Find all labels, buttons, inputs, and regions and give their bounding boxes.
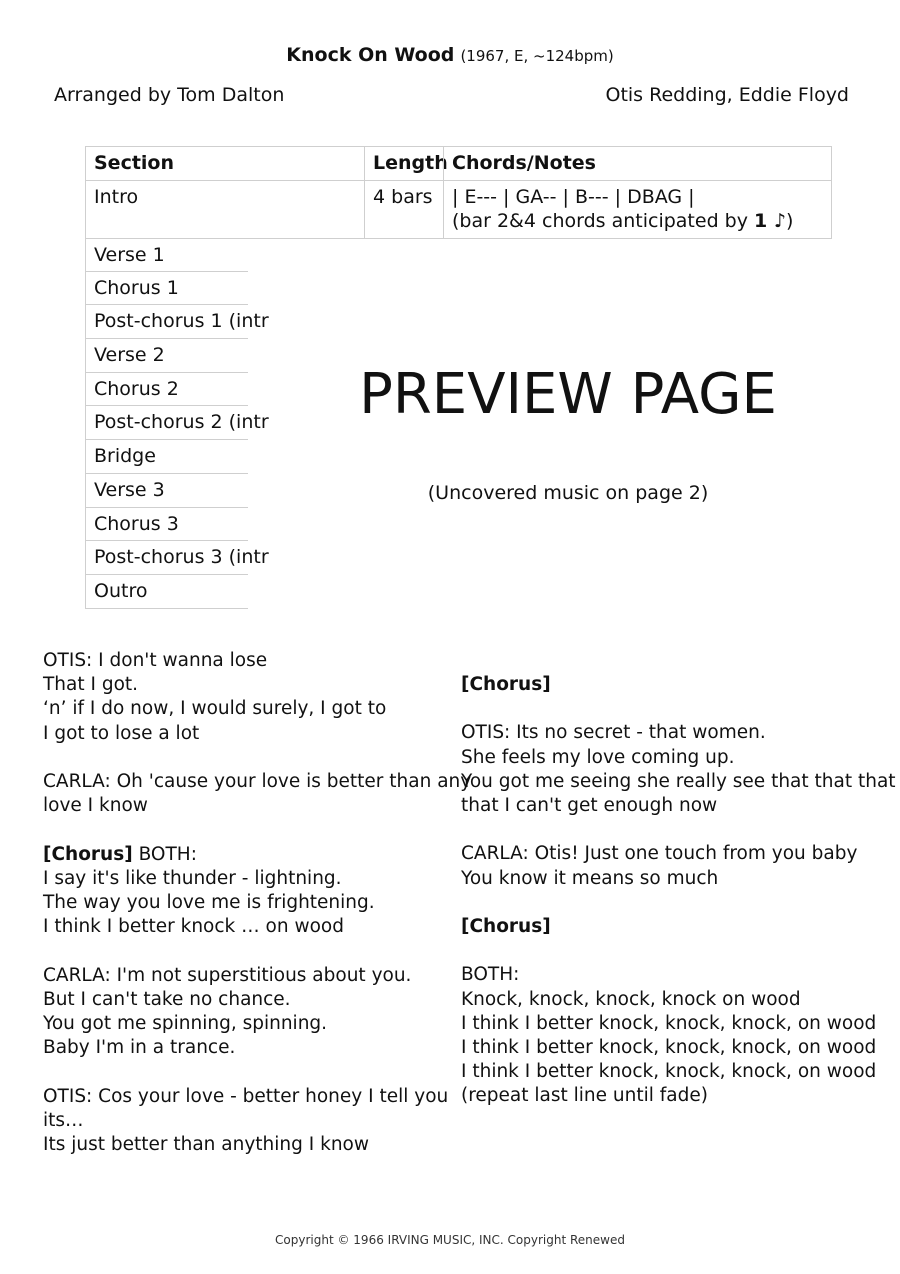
section-row: Chorus 1: [85, 272, 248, 306]
copyright-footer: Copyright © 1966 IRVING MUSIC, INC. Copyright Renewed: [275, 1233, 625, 1247]
intro-chords-line1: | E--- | GA-- | B--- | DBAG |: [452, 186, 695, 208]
column-header-length: Length: [364, 146, 444, 181]
intro-chords-cell: [443, 180, 832, 239]
lyric-line: [461, 915, 881, 939]
lyric-line: love I know: [43, 795, 148, 817]
intro-note-suffix: ): [785, 210, 794, 232]
section-row: Post-chorus 1 (intr: [85, 305, 248, 339]
intro-chords-line2: [452, 209, 823, 233]
section-row: Post-chorus 2 (intr: [85, 406, 248, 440]
intro-note-prefix: (bar 2&4 chords anticipated by: [452, 210, 755, 232]
intro-note-value: 1 ♪: [754, 210, 786, 232]
song-meta: (1967, E, ~124bpm): [460, 47, 614, 65]
lyric-line: OTIS: I don't wanna lose: [43, 650, 268, 671]
section-row: Bridge: [85, 440, 248, 474]
lyric-line: I think I better knock, knock, knock, on wood: [461, 1012, 877, 1034]
lyric-line: BOTH:: [461, 964, 520, 986]
column-header-chords: Chords/Notes: [443, 146, 832, 181]
lyric-line: I got to lose a lot: [43, 722, 200, 744]
intro-length-cell: 4 bars: [364, 180, 444, 239]
lyric-line: [43, 843, 448, 867]
song-title: Knock On Wood: [286, 44, 455, 66]
lyric-text: BOTH:: [132, 843, 197, 865]
lyric-line: The way you love me is frightening.: [43, 892, 375, 913]
lyric-line: You got me spinning, spinning.: [43, 1013, 328, 1034]
lyric-line: ‘n’ if I do now, I would surely, I got to: [43, 698, 387, 720]
section-row: Post-chorus 3 (intr: [85, 541, 248, 575]
chorus-marker: [Chorus]: [461, 674, 551, 695]
lyric-line: I think I better knock, knock, knock, on wood: [461, 1036, 877, 1058]
intro-section-cell: Intro: [85, 180, 365, 239]
lyric-line: Its just better than anything I know: [43, 1134, 369, 1155]
lyric-line: I say it's like thunder - lightning.: [43, 867, 342, 889]
section-row: Verse 1: [85, 238, 248, 272]
song-title-line: [0, 44, 900, 66]
preview-note: (Uncovered music on page 2): [427, 482, 709, 504]
section-row: Verse 3: [85, 474, 248, 508]
section-row: Verse 2: [85, 339, 248, 373]
lyric-line: CARLA: Oh 'cause your love is better than any: [43, 771, 472, 792]
section-row: Outro: [85, 575, 248, 609]
chorus-marker: [Chorus]: [43, 843, 133, 865]
lyric-line: (repeat last line until fade): [461, 1085, 708, 1107]
lyrics-right-column: [461, 673, 896, 1109]
lyric-line: You got me seeing she really see that that that: [461, 770, 896, 792]
preview-watermark: PREVIEW PAGE: [359, 362, 777, 427]
lyric-line: OTIS: Its no secret - that women.: [461, 722, 766, 744]
lyric-line: Knock, knock, knock, knock on wood: [461, 988, 801, 1010]
lyric-line: Baby I'm in a trance.: [43, 1037, 236, 1059]
lyric-line: You know it means so much: [461, 867, 719, 889]
chorus-marker: [Chorus]: [461, 915, 551, 937]
column-header-section: Section: [85, 146, 365, 181]
section-row: Chorus 3: [85, 508, 248, 542]
lyrics-left-column: [43, 649, 472, 1157]
lyric-line: But I can't take no chance.: [43, 988, 291, 1010]
lyric-line: its…: [43, 1109, 84, 1131]
section-row: Chorus 2: [85, 373, 248, 407]
lyric-line: I think I better knock … on wood: [43, 916, 344, 938]
composer-credit: Otis Redding, Eddie Floyd: [605, 84, 849, 106]
lyric-line: CARLA: Otis! Just one touch from you baby: [461, 843, 858, 865]
lyric-line: I think I better knock, knock, knock, on wood: [461, 1061, 877, 1083]
lyric-line: CARLA: I'm not superstitious about you.: [43, 964, 412, 986]
lyric-line: She feels my love coming up.: [461, 746, 735, 768]
lyric-line: that I can't get enough now: [461, 795, 718, 816]
lyric-line: That I got.: [43, 674, 139, 696]
arranger-credit: Arranged by Tom Dalton: [54, 84, 285, 106]
section-list: [85, 238, 269, 609]
lyric-line: OTIS: Cos your love - better honey I tell you: [43, 1085, 449, 1107]
lyric-line: [461, 673, 881, 697]
